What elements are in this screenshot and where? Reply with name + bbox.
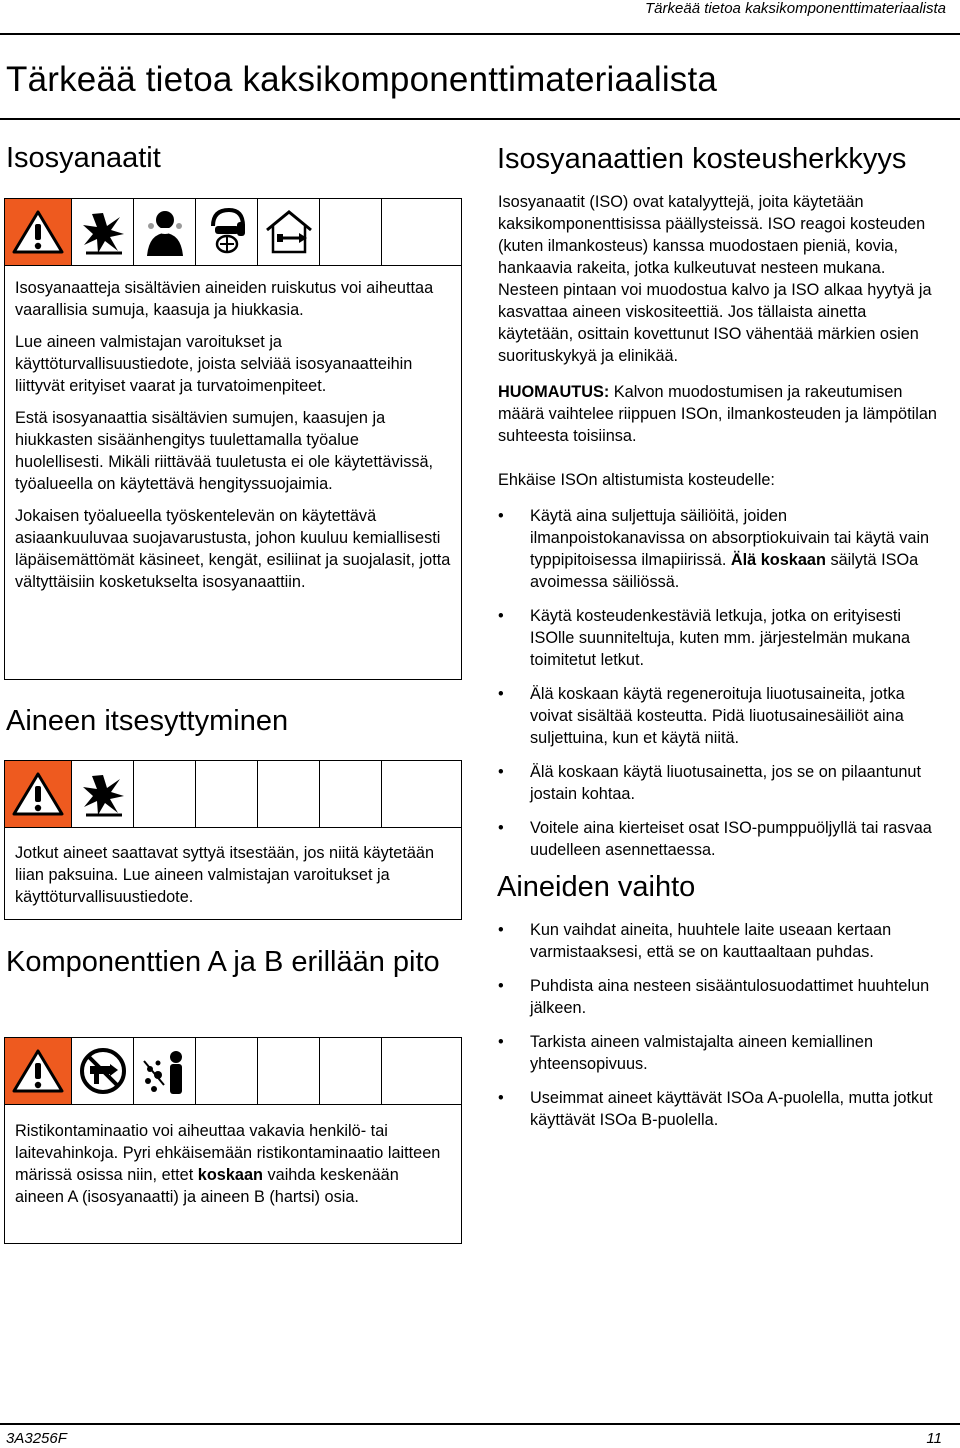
header-rule [0, 33, 960, 35]
moisture-section [498, 191, 944, 873]
empty-icon-cell [196, 761, 258, 827]
warning-icon [5, 761, 72, 827]
page-title: Tärkeää tietoa kaksikomponenttimateriaalista [6, 60, 718, 99]
isocyanates-icon-row [5, 199, 461, 266]
material-change-section [498, 919, 944, 1143]
self-ignition-icon-row [5, 761, 461, 828]
isocyanates-heading: Isosyanaatit [6, 142, 161, 174]
isocyanates-paragraph: Isosyanaatteja sisältävien aineiden ruiskutus voi aiheuttaa vaarallisia sumuja, kaasuja ja hiukkasia. [15, 279, 434, 319]
isocyanates-paragraph: Lue aineen valmistajan varoitukset ja käyttöturvallisuustiedote, joista selviää isosyanaatteihin liittyvät erityiset vaarat ja turvatoimenpiteet. [15, 333, 413, 395]
warning-icon [5, 199, 72, 265]
document-number: 3A3256F [6, 1430, 67, 1447]
self-ignition-text: Jotkut aineet saattavat syttyä itsestään, jos niitä käytetään liian paksuina. Lue aineen valmistajan varoitukset ja käyttöturvallisuustiedote. [15, 844, 435, 906]
footer-rule [0, 1423, 960, 1425]
isocyanates-paragraph: Jokaisen työalueella työskentelevän on käytettävä asiaankuuluvaa suojavarustusta, johon kuuluu kemiallisesti läpäisemättömät käsineet, kengät, esiliinat ja suojalasit, jotta vältyttäisiin kosketukselta isosyanaattiin. [15, 507, 451, 591]
list-item: • Puhdista aina nesteen sisääntulosuodattimet huuhtelun jälkeen. [498, 975, 944, 1019]
moisture-note: HUOMAUTUS: Kalvon muodostumisen ja rakeutumisen määrä vaihtelee riippuen ISOn, ilmankosteuden ja lämpötilan suhteesta toisiinsa. [498, 383, 937, 445]
running-header: Tärkeää tietoa kaksikomponenttimateriaalista [645, 0, 946, 17]
empty-icon-cell [196, 1038, 258, 1104]
empty-icon-cell [134, 761, 196, 827]
separation-warning-box [4, 1037, 462, 1244]
ventilation-house-icon [258, 199, 320, 265]
separation-icon-row [5, 1038, 461, 1105]
explosion-icon [72, 761, 134, 827]
list-item: • Älä koskaan käytä liuotusainetta, jos se on pilaantunut jostain kohtaa. [498, 761, 944, 805]
face-protection-icon [196, 199, 258, 265]
moisture-heading: Isosyanaattien kosteusherkkyys [497, 143, 907, 175]
explosion-icon [72, 199, 134, 265]
isocyanates-warning-box [4, 198, 462, 680]
separation-text: Ristikontaminaatio voi aiheuttaa vakavia henkilö- tai laitevahinkoja. Pyri ehkäisemään ristikontaminaatio laitteen märissä osissa niin, ettet koskaan vaihda keskenään aineen A (isosyanaatti) ja aineen B (hartsi) osia. [15, 1122, 441, 1206]
moisture-intro: Ehkäise ISOn altistumista kosteudelle: [498, 471, 775, 489]
list-item: • Tarkista aineen valmistajalta aineen kemiallinen yhteensopivuus. [498, 1031, 944, 1075]
material-change-list [498, 919, 944, 1131]
empty-icon-cell [258, 761, 320, 827]
list-item: • Älä koskaan käytä regeneroituja liuotusaineita, jotka voivat sisältää kosteutta. Pidä liuotusainesäiliöt aina suljettuina, kun et käytä niitä. [498, 683, 944, 749]
splash-person-icon [134, 1038, 196, 1104]
self-ignition-warning-box [4, 760, 462, 920]
list-item: • Käytä kosteudenkestäviä letkuja, jotka on erityisesti ISOlle suunniteltuja, kuten mm. järjestelmän mukana toimitetut letkut. [498, 605, 944, 671]
warning-icon [5, 1038, 72, 1104]
title-rule [0, 118, 960, 120]
respirator-person-icon [134, 199, 196, 265]
page-number: 11 [926, 1430, 942, 1447]
moisture-paragraph: Isosyanaatit (ISO) ovat katalyyttejä, joita käytetään kaksikomponenttisissa päällysteissä. ISO reagoi kosteuden (kuten ilmankosteus) kanssa muodostaen pieniä, kovia, hankaavia rakeita, jotka kulkeutuvat nesteen mukana. Nesteen pintaan voi muodostua kalvo ja ISO alkaa hyytyä ja kasvattaa aineen viskositeettiä. Jos tällaista ainetta käytetään, osittain kovettunut ISO vähentää märkien osien suorituskykyä ja elinikää. [498, 193, 932, 365]
no-spray-icon [72, 1038, 134, 1104]
empty-icon-cell [258, 1038, 320, 1104]
material-change-heading: Aineiden vaihto [497, 871, 696, 903]
separation-heading: Komponenttien A ja B erillään pito [6, 946, 440, 978]
list-item: • Useimmat aineet käyttävät ISOa A-puolella, mutta jotkut käyttävät ISOa B-puolella. [498, 1087, 944, 1131]
list-item: • Kun vaihdat aineita, huuhtele laite useaan kertaan varmistaaksesi, että se on kauttaaltaan puhdas. [498, 919, 944, 963]
empty-icon-cell [320, 1038, 382, 1104]
isocyanates-paragraph: Estä isosyanaattia sisältävien sumujen, kaasujen ja hiukkasten sisäänhengitys tuulettamalla työalue huolellisesti. Mikäli riittävää tuuletusta ei ole käytettävissä, työalueella on käytettävä hengityssuojaimia. [15, 409, 434, 493]
list-item: • Käytä aina suljettuja säiliöitä, joiden ilmanpoistokanavissa on absorptiokuivain tai käytä vain typpipitoisessa ilmapiirissä. Älä koskaan säilytä ISOa avoimessa säiliössä. [498, 505, 944, 593]
empty-icon-cell [320, 761, 382, 827]
moisture-list [498, 505, 944, 861]
self-ignition-heading: Aineen itsesyttyminen [6, 705, 289, 737]
empty-icon-cell [320, 199, 382, 265]
list-item: • Voitele aina kierteiset osat ISO-pumppuöljyllä tai rasvaa uudelleen asennettaessa. [498, 817, 944, 861]
